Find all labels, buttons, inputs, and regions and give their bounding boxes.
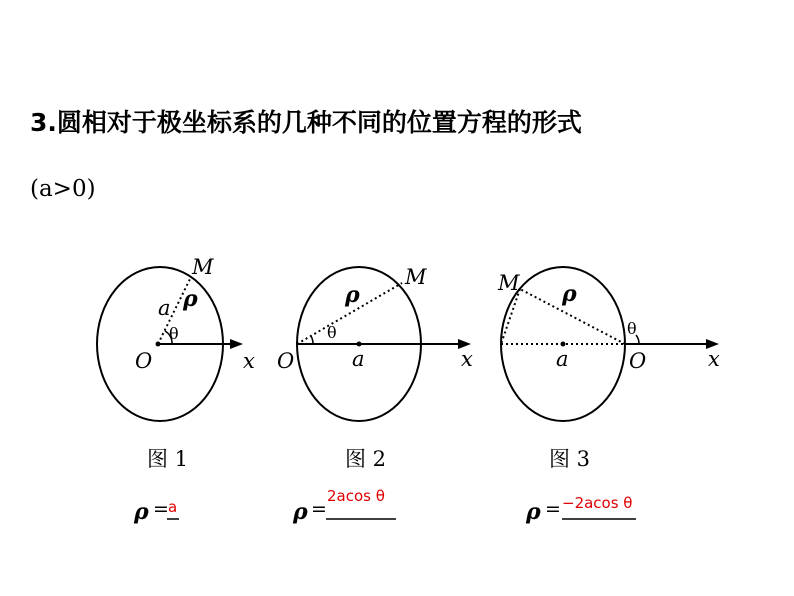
fig3-eq-rho: ρ bbox=[526, 499, 541, 525]
condition-text: (a>0) bbox=[30, 176, 96, 202]
fig1-label-M: M bbox=[192, 255, 214, 279]
fig3-label-M: M bbox=[498, 271, 520, 295]
fig2-label-O: O bbox=[277, 349, 295, 373]
fig3-caption: 图 3 bbox=[549, 447, 591, 471]
fig1-label-O: O bbox=[135, 349, 153, 373]
fig1-axis-arrow bbox=[230, 339, 243, 349]
fig2-center-dot bbox=[357, 342, 362, 347]
section-title: 3.圆相对于极坐标系的几种不同的位置方程的形式 bbox=[30, 108, 582, 137]
fig3-center-dot bbox=[561, 342, 566, 347]
fig2-label-M: M bbox=[405, 265, 427, 289]
figure-1 bbox=[97, 255, 255, 525]
fig1-pole-dot bbox=[156, 342, 161, 347]
fig1-label-theta: θ bbox=[169, 324, 179, 343]
fig3-label-a: a bbox=[556, 347, 569, 371]
fig2-eq-rho: ρ bbox=[293, 499, 308, 525]
fig2-label-rho: ρ bbox=[345, 282, 360, 308]
figure-2 bbox=[277, 265, 473, 525]
fig1-answer: a bbox=[168, 498, 178, 516]
fig2-eq-sign: = bbox=[311, 498, 327, 520]
fig2-label-theta: θ bbox=[327, 323, 337, 342]
fig3-label-theta: θ bbox=[627, 319, 637, 338]
figure-3 bbox=[497, 267, 720, 525]
fig3-label-x: x bbox=[708, 347, 720, 371]
fig2-label-x: x bbox=[461, 347, 473, 371]
fig1-caption: 图 1 bbox=[147, 447, 189, 471]
fig1-eq-sign: = bbox=[153, 498, 169, 520]
fig2-answer: 2acos θ bbox=[327, 487, 385, 505]
fig3-label-O: O bbox=[629, 349, 647, 373]
fig3-label-rho: ρ bbox=[562, 281, 577, 307]
fig3-answer: −2acos θ bbox=[562, 494, 633, 512]
fig2-caption: 图 2 bbox=[345, 447, 387, 471]
fig3-eq-sign: = bbox=[545, 498, 561, 520]
fig1-label-x: x bbox=[243, 349, 255, 373]
fig2-angle-arc bbox=[311, 336, 313, 344]
fig1-label-rho: ρ bbox=[183, 286, 198, 312]
fig1-eq-rho: ρ bbox=[134, 499, 149, 525]
fig1-label-a: a bbox=[158, 296, 171, 320]
fig2-label-a: a bbox=[352, 347, 365, 371]
